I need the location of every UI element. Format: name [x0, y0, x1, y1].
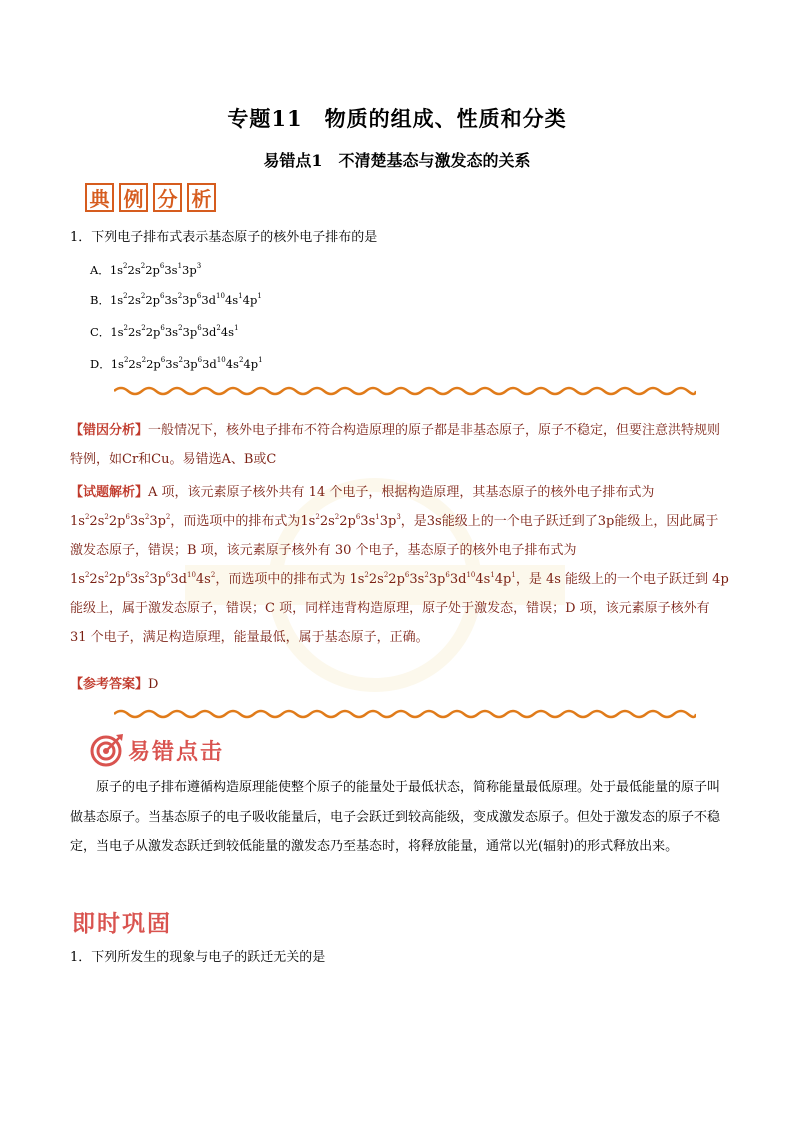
- option-text: $1s^22s^22p^63s^23p^63d^{10}4s^14p^1$: [109, 292, 262, 307]
- option-label: C．: [90, 325, 111, 339]
- badge-char: 析: [187, 183, 216, 212]
- explanation-paragraph: 原子的电子排布遵循构造原理能使整个原子的能量处于最低状态，简称能量最低原理。处于最低能量的原子叫做基态原子。当基态原子的电子吸收能量后，电子会跃迁到较高能级，变成激发态原子。但处于激发态的原子不稳定，当电子从激发态跃迁到较低能量的激发态乃至基态时，将释放能量，通常以光(辐射)的形式释放出来。: [70, 780, 721, 854]
- question-number: 1．: [70, 230, 92, 245]
- section-badge-example-analysis: [85, 183, 221, 212]
- answer: [70, 670, 730, 699]
- option-label: A．: [90, 263, 110, 277]
- section-heading-error-points: [90, 733, 224, 767]
- option-label: B．: [90, 293, 110, 307]
- badge-char: 分: [153, 183, 182, 212]
- error-analysis-text: 一般情况下，核外电子排布不符合构造原理的原子都是非基态原子，原子不稳定，但要注意洪特规则特例，如Cr和Cu。易错选A、B或C: [70, 423, 721, 467]
- error-analysis: [70, 416, 730, 474]
- solution: [70, 478, 730, 652]
- target-icon: [90, 733, 124, 767]
- option-b: [90, 292, 262, 308]
- question-1: [70, 230, 377, 246]
- section-heading-text: 易错点击: [128, 738, 225, 765]
- answer-value: D: [148, 677, 159, 692]
- answer-label: 【参考答案】: [70, 677, 149, 692]
- wavy-divider: [114, 385, 696, 397]
- section-heading-practice: 即时巩固: [72, 910, 172, 937]
- page-subtitle: 易错点1 不清楚基态与激发态的关系: [263, 151, 531, 170]
- solution-label: 【试题解析】: [70, 485, 149, 500]
- question-number: 1．: [70, 950, 92, 965]
- option-text: $1s^22s^22p^63s^23p^63d^{10}4s^24p^1$: [110, 356, 263, 371]
- badge-char: 例: [119, 183, 148, 212]
- option-c: [90, 324, 239, 340]
- option-a: [90, 262, 201, 278]
- question-stem: 下列电子排布式表示基态原子的核外电子排布的是: [91, 230, 378, 245]
- wavy-divider: [114, 708, 696, 720]
- question-stem: 下列所发生的现象与电子的跃迁无关的是: [91, 950, 326, 965]
- option-text: $1s^22s^22p^63s^13p^3$: [109, 262, 202, 277]
- solution-text: A 项，该元素原子核外共有 14 个电子，根据构造原理，其基态原子的核外电子排布式为$1s^22s^22p^63s^23p^2$，而选项中的排布式为$1s^22s^22p^63s^13p^3$，是3s能级上的一个电子跃迁到了3p能级上，因此属于激发态原子，错误；B 项，该元素原子核外有 30 个电子，基态原子的核外电子排布式为$1s^22s^22p^63s^23p^63d^{10}4s^2$，而选项中的排布式为 $1s^22s^22p^63s^23p^63d^{10}4s^14p^1$，是 4s 能级上的一个电子跃迁到 4p 能级上，属于激发态原子，错误；C 项，同样违背构造原理，原子处于激发态，错误；D 项，该元素原子核外有 31 个电子，满足构造原理，能量最低，属于基态原子，正确。: [70, 485, 729, 645]
- option-d: [90, 356, 263, 372]
- option-label: D．: [90, 357, 111, 371]
- error-analysis-label: 【错因分析】: [70, 423, 149, 438]
- option-text: $1s^22s^22p^63s^23p^63d^24s^1$: [110, 324, 239, 339]
- badge-char: 典: [85, 183, 114, 212]
- page-title: 专题11 物质的组成、性质和分类: [227, 106, 567, 131]
- question-2: [70, 950, 325, 966]
